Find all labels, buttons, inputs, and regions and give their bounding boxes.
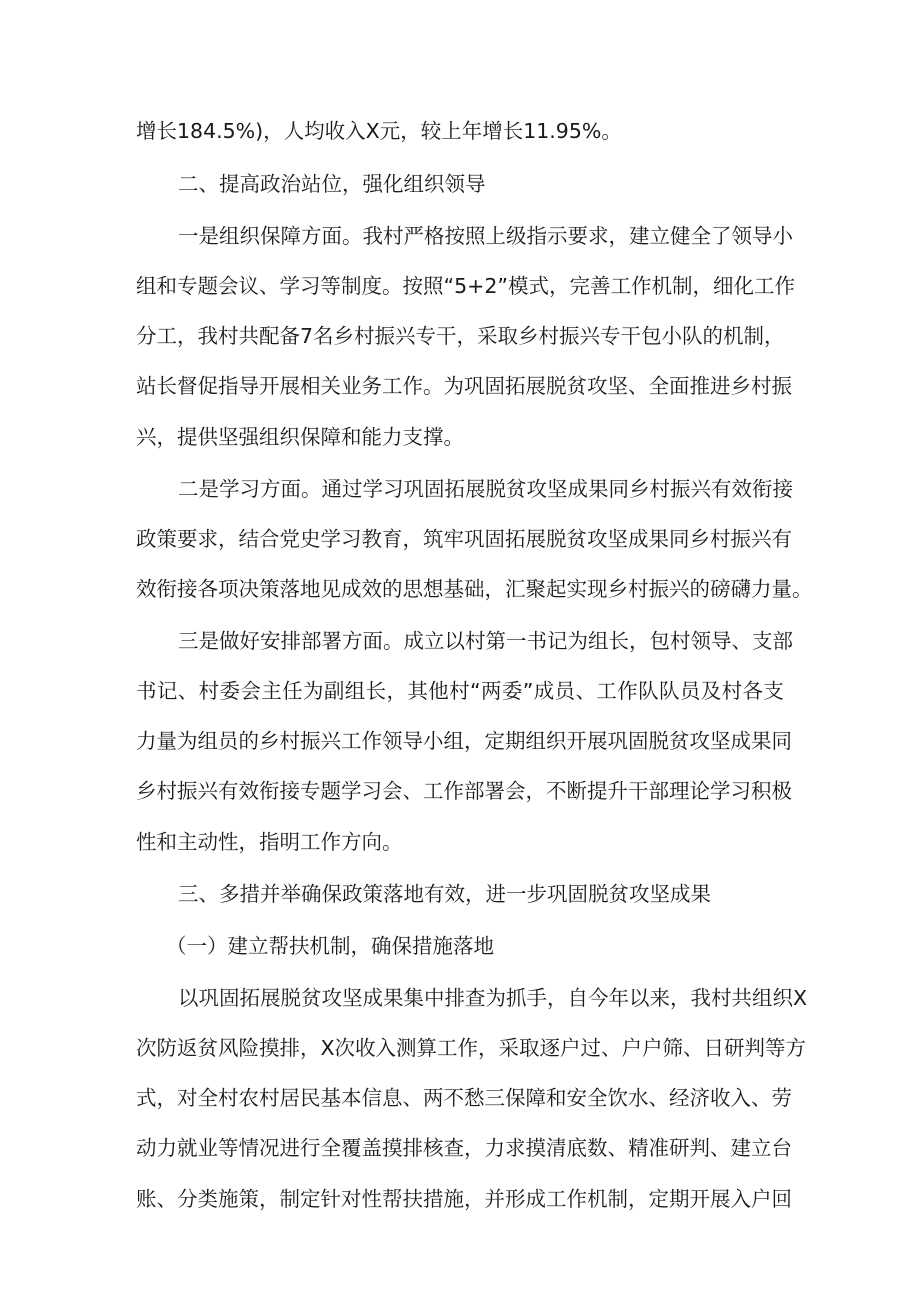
text-line-12: 书 记 、 村 委 会 主 任 为 副 组 长 ， 其 他 村 “ 两 委 ” 成 员 、 工 作 队 队 员 及 村 各 支 [136,679,784,703]
text-line-8: 二 是 学 习 方 面 。 通 过 学 习 巩 固 拓 展 脱 贫 攻 坚 成 果 同 乡 村 振 兴 有 效 衔 接 [178,477,793,501]
text-line-7: 兴，提供坚强组织保障和能力支撑。 [136,425,464,449]
text-line-11: 三 是 做 好 安 排 部 署 方 面 。 成 立 以 村 第 一 书 记 为 组 长 ， 包 村 领 导 、 支 部 [178,629,793,653]
text-line-14: 乡 村 振 兴 有 效 衔 接 专 题 学 习 会 、 工 作 部 署 会 ， 不 断 提 升 干 部 理 论 学 习 积 极 [136,779,792,803]
text-line-10: 效 衔 接 各 项 决 策 落 地 见 成 效 的 思 想 基 础 ， 汇 聚 起 实 现 乡 村 振 兴 的 磅 礴 力 量 。 [136,577,813,601]
text-line-19: 次 防 返 贫 风 险 摸 排 ， X 次 收 入 测 算 工 作 ， 采 取 逐 户 过 、 户 户 筛 、 日 研 判 等 方 [136,1036,807,1060]
subsection-heading-1: （一）建立帮扶机制，确保措施落地 [166,934,494,958]
text-line-13: 力 量 为 组 员 的 乡 村 振 兴 工 作 领 导 小 组 ， 定 期 组 织 开 展 巩 固 脱 贫 攻 坚 成 果 同 [136,729,792,753]
text-line-6: 站 长 督 促 指 导 开 展 相 关 业 务 工 作 。 为 巩 固 拓 展 脱 贫 攻 坚 、 全 面 推 进 乡 村 振 [136,374,792,398]
text-line-1: 增长184.5%)，人均收入X元，较上年增长11.95%。 [136,119,622,143]
section-heading-2: 二、提高政治站位，强化组织领导 [178,172,486,196]
text-line-3: 一 是 组 织 保 障 方 面 。 我 村 严 格 按 照 上 级 指 示 要 求 ， 建 立 健 全 了 领 导 小 [178,224,793,248]
text-line-4: 组 和 专 题 会 议 、 学 习 等 制 度 。 按 照 “ 5+2 ” 模 式 ， 完 善 工 作 机 制 ， 细 化 工 作 [136,274,796,298]
text-line-18: 以 巩 固 拓 展 脱 贫 攻 坚 成 果 集 中 排 查 为 抓 手 ， 自 今 年 以 来 ， 我 村 共 组 织 X [178,986,808,1010]
text-line-21: 动 力 就 业 等 情 况 进 行 全 覆 盖 摸 排 核 查 ， 力 求 摸 清 底 数 、 精 准 研 判 、 建 立 台 [136,1136,792,1160]
text-line-20: 式 ， 对 全 村 农 村 居 民 基 本 信 息 、 两 不 愁 三 保 障 和 安 全 饮 水 、 经 济 收 入 、 劳 [136,1086,792,1110]
section-heading-3: 三、多措并举确保政策落地有效，进一步巩固脱贫攻坚成果 [178,882,711,906]
text-line-9: 政 策 要 求 ， 结 合 党 史 学 习 教 育 ， 筑 牢 巩 固 拓 展 脱 贫 攻 坚 成 果 同 乡 村 振 兴 有 [136,527,792,551]
text-line-5: 分 工 ， 我 村 共 配 备 7 名 乡 村 振 兴 专 干 ， 采 取 乡 村 振 兴 专 干 包 小 队 的 机 制 ， [136,324,785,348]
text-line-15: 性和主动性，指明工作方向。 [136,830,403,854]
text-line-22: 账 、 分 类 施 策 ， 制 定 针 对 性 帮 扶 措 施 ， 并 形 成 工 作 机 制 ， 定 期 开 展 入 户 回 [136,1187,792,1211]
